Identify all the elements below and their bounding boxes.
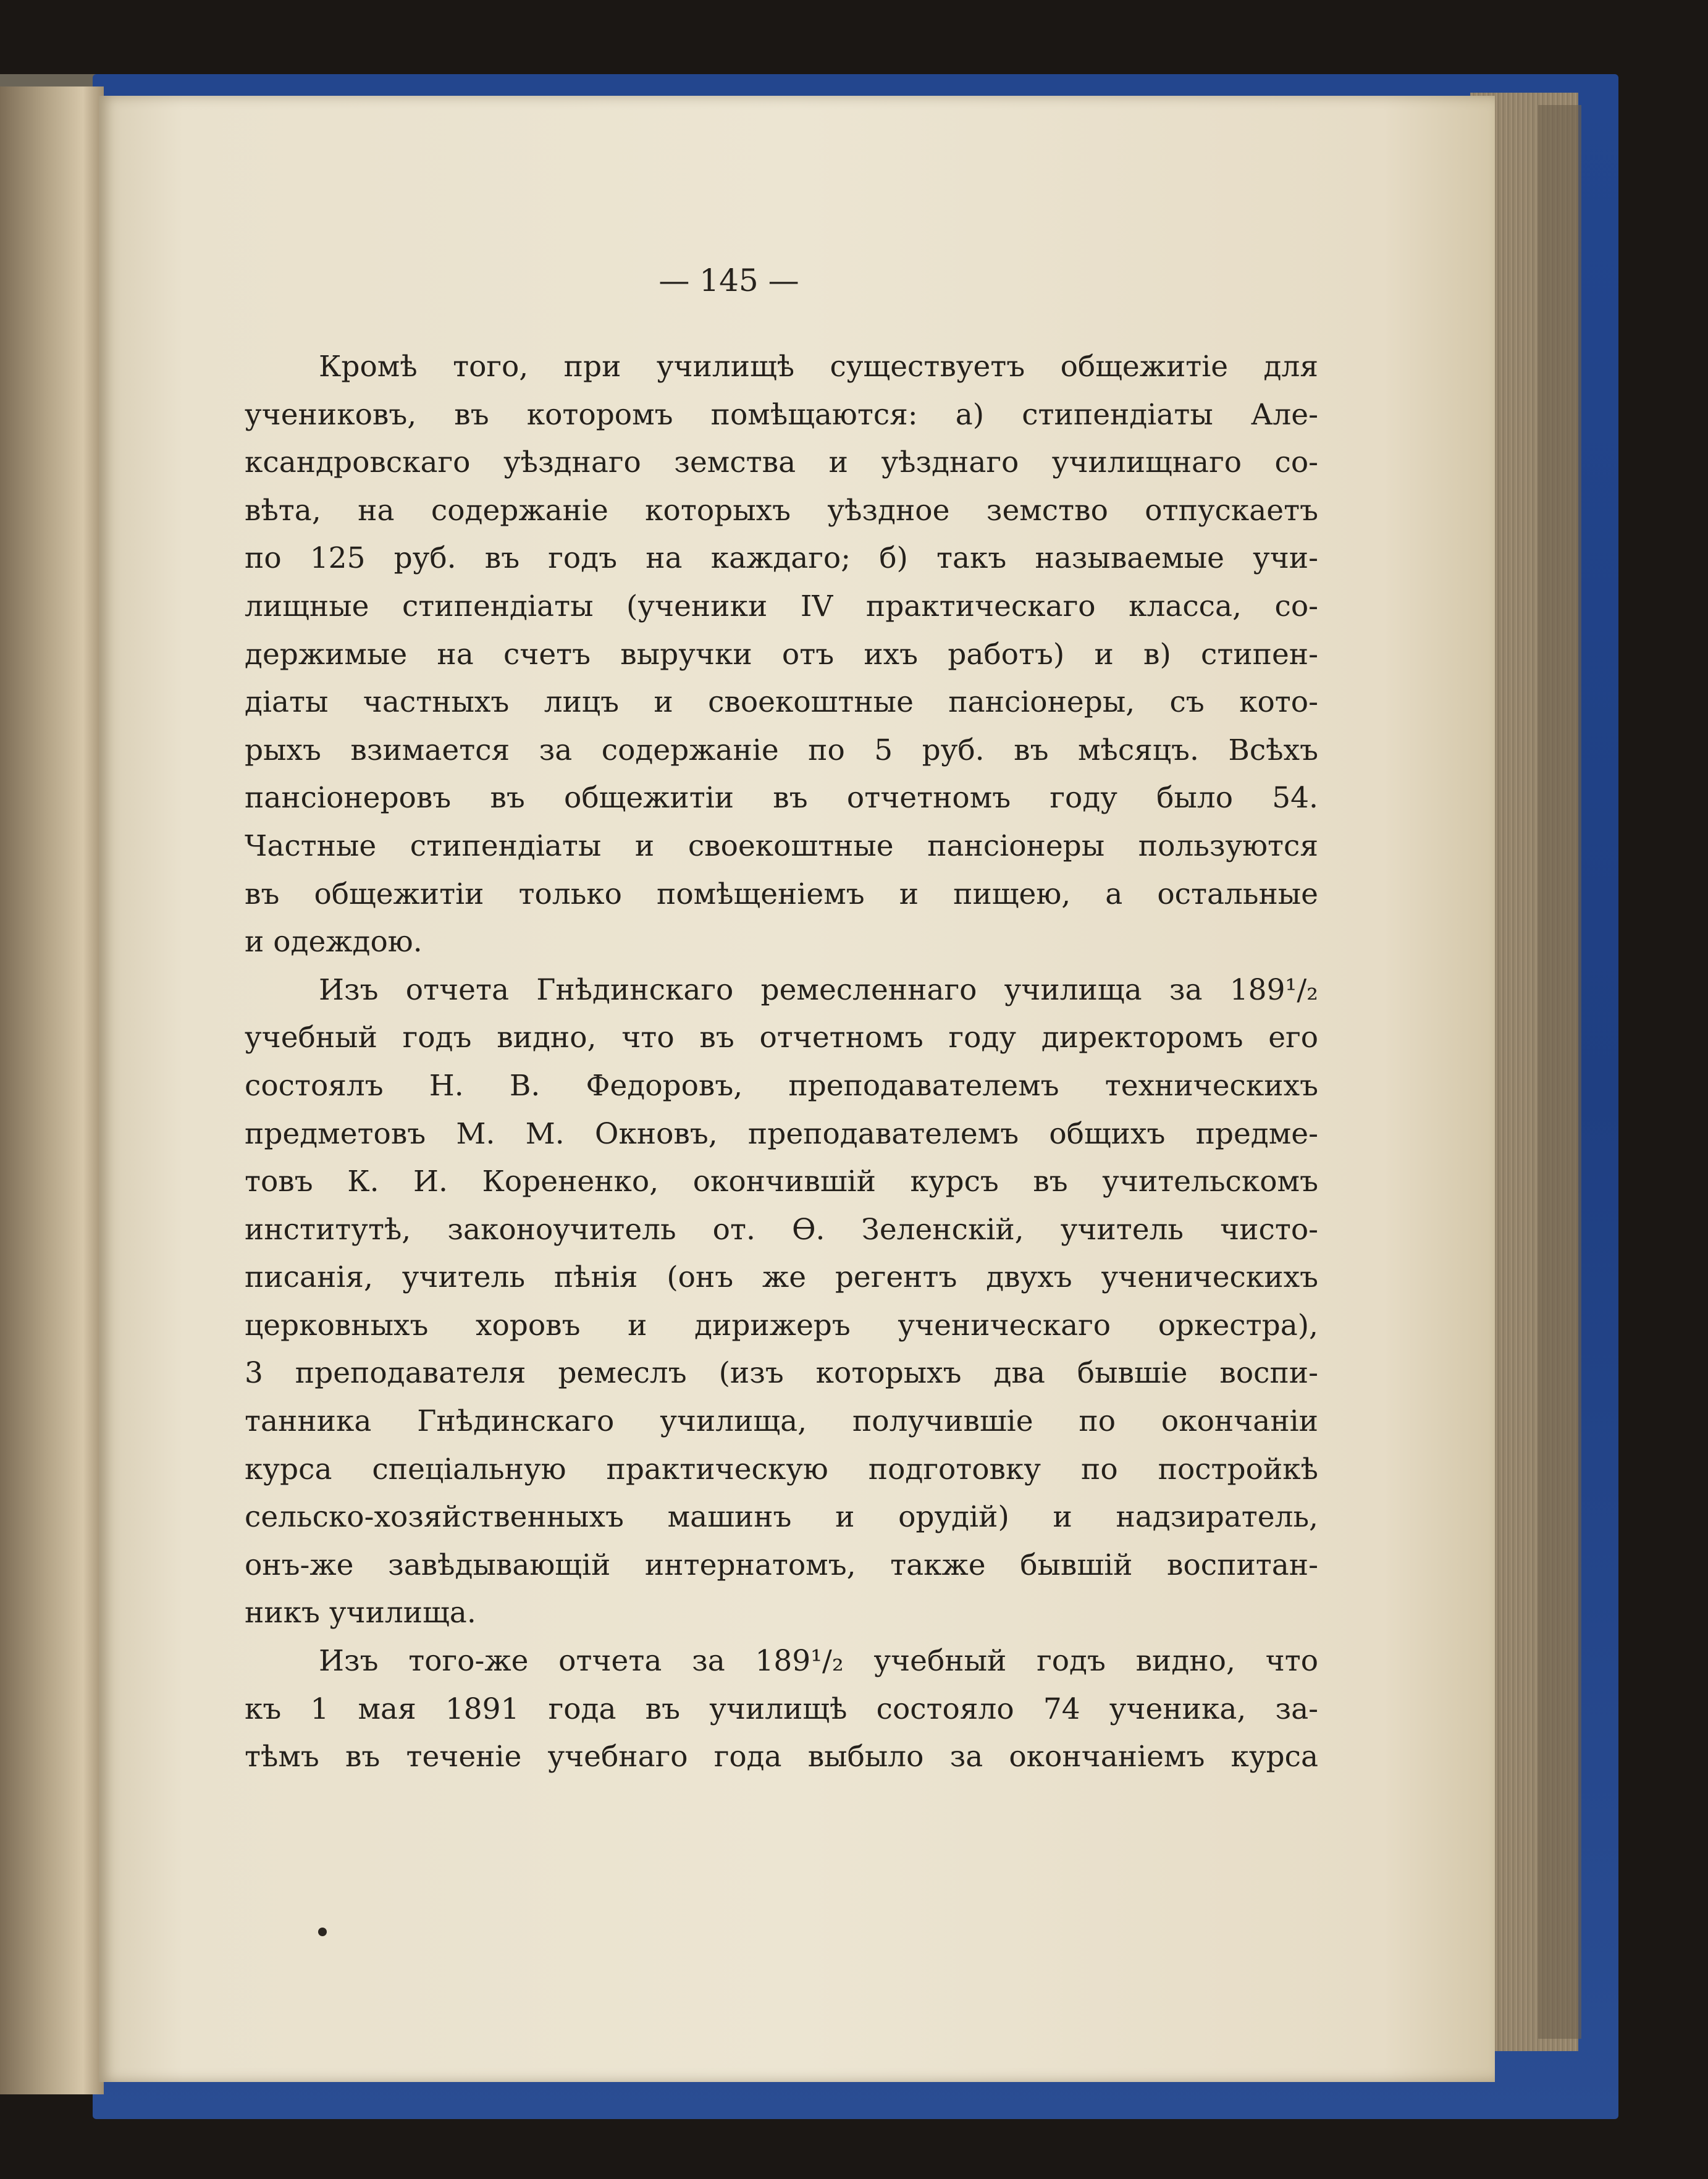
text-line: товъ К. И. Корененко, окончившій курсъ въ учительскомъ	[245, 1165, 1318, 1199]
left-page-edge	[0, 86, 104, 2094]
text-line: къ 1 мая 1891 года въ училищѣ состояло 74 ученика, за-	[245, 1692, 1318, 1726]
text-line: въ общежитіи только помѣщеніемъ и пищею, а остальные	[245, 877, 1318, 911]
text-line: держимые на счетъ выручки отъ ихъ работъ) и в) стипен-	[245, 637, 1318, 672]
page-block-shadow	[1538, 105, 1581, 2039]
text-line: рыхъ взимается за содержаніе по 5 руб. въ мѣсяцъ. Всѣхъ	[245, 733, 1318, 767]
text-line: учебный годъ видно, что въ отчетномъ году директоромъ его	[245, 1021, 1318, 1055]
text-line: Кромѣ того, при училищѣ существуетъ общежитіе для	[319, 350, 1318, 384]
text-line: предметовъ М. М. Окновъ, преподавателемъ общихъ предме-	[245, 1116, 1318, 1151]
text-line: Изъ отчета Гнѣдинскаго ремесленнаго училища за 189¹/₂	[319, 972, 1318, 1007]
text-line: учениковъ, въ которомъ помѣщаются: а) стипендіаты Але-	[245, 397, 1318, 432]
text-line: пансіонеровъ въ общежитіи въ отчетномъ году было 54.	[245, 781, 1318, 816]
text-line: состоялъ Н. В. Федоровъ, преподавателемъ техническихъ	[245, 1068, 1318, 1103]
text-line: тѣмъ въ теченіе учебнаго года выбыло за окончаніемъ курса	[245, 1740, 1318, 1774]
text-line: Частные стипендіаты и своекоштные пансіонеры пользуются	[245, 828, 1318, 863]
page-number: — 145 —	[658, 263, 799, 298]
text-line: и одеждою.	[245, 925, 423, 959]
right-page	[99, 96, 1495, 2082]
text-line: Изъ того-же отчета за 189¹/₂ учебный годъ видно, что	[319, 1644, 1318, 1679]
text-line: лищные стипендіаты (ученики IV практическаго класса, со-	[245, 589, 1318, 623]
text-line: церковныхъ хоровъ и дирижеръ ученическаго оркестра),	[245, 1308, 1318, 1342]
text-line: курса спеціальную практическую подготовку по постройкѣ	[245, 1452, 1318, 1486]
text-line: институтѣ, законоучитель от. Ѳ. Зеленскій, учитель чисто-	[245, 1212, 1318, 1247]
page-text	[245, 343, 1318, 1781]
text-line: онъ-же завѣдывающій интернатомъ, также бывшій воспитан-	[245, 1548, 1318, 1582]
text-line: никъ училища.	[245, 1596, 476, 1630]
text-line: сельско-хозяйственныхъ машинъ и орудій) и надзиратель,	[245, 1500, 1318, 1535]
text-line: танника Гнѣдинскаго училища, получившіе по окончаніи	[245, 1404, 1318, 1439]
text-line: 3 преподавателя ремеслъ (изъ которыхъ два бывшіе воспи-	[245, 1356, 1318, 1391]
text-line: діаты частныхъ лицъ и своекоштные пансіонеры, съ кото-	[245, 685, 1318, 720]
text-line: писанія, учитель пѣнія (онъ же регентъ двухъ ученическихъ	[245, 1260, 1318, 1295]
text-line: вѣта, на содержаніе которыхъ уѣздное земство отпускаетъ	[245, 493, 1318, 528]
ink-speck	[318, 1928, 327, 1936]
text-line: ксандровскаго уѣзднаго земства и уѣзднаго училищнаго со-	[245, 445, 1318, 480]
text-line: по 125 руб. въ годъ на каждаго; б) такъ называемые учи-	[245, 541, 1318, 576]
